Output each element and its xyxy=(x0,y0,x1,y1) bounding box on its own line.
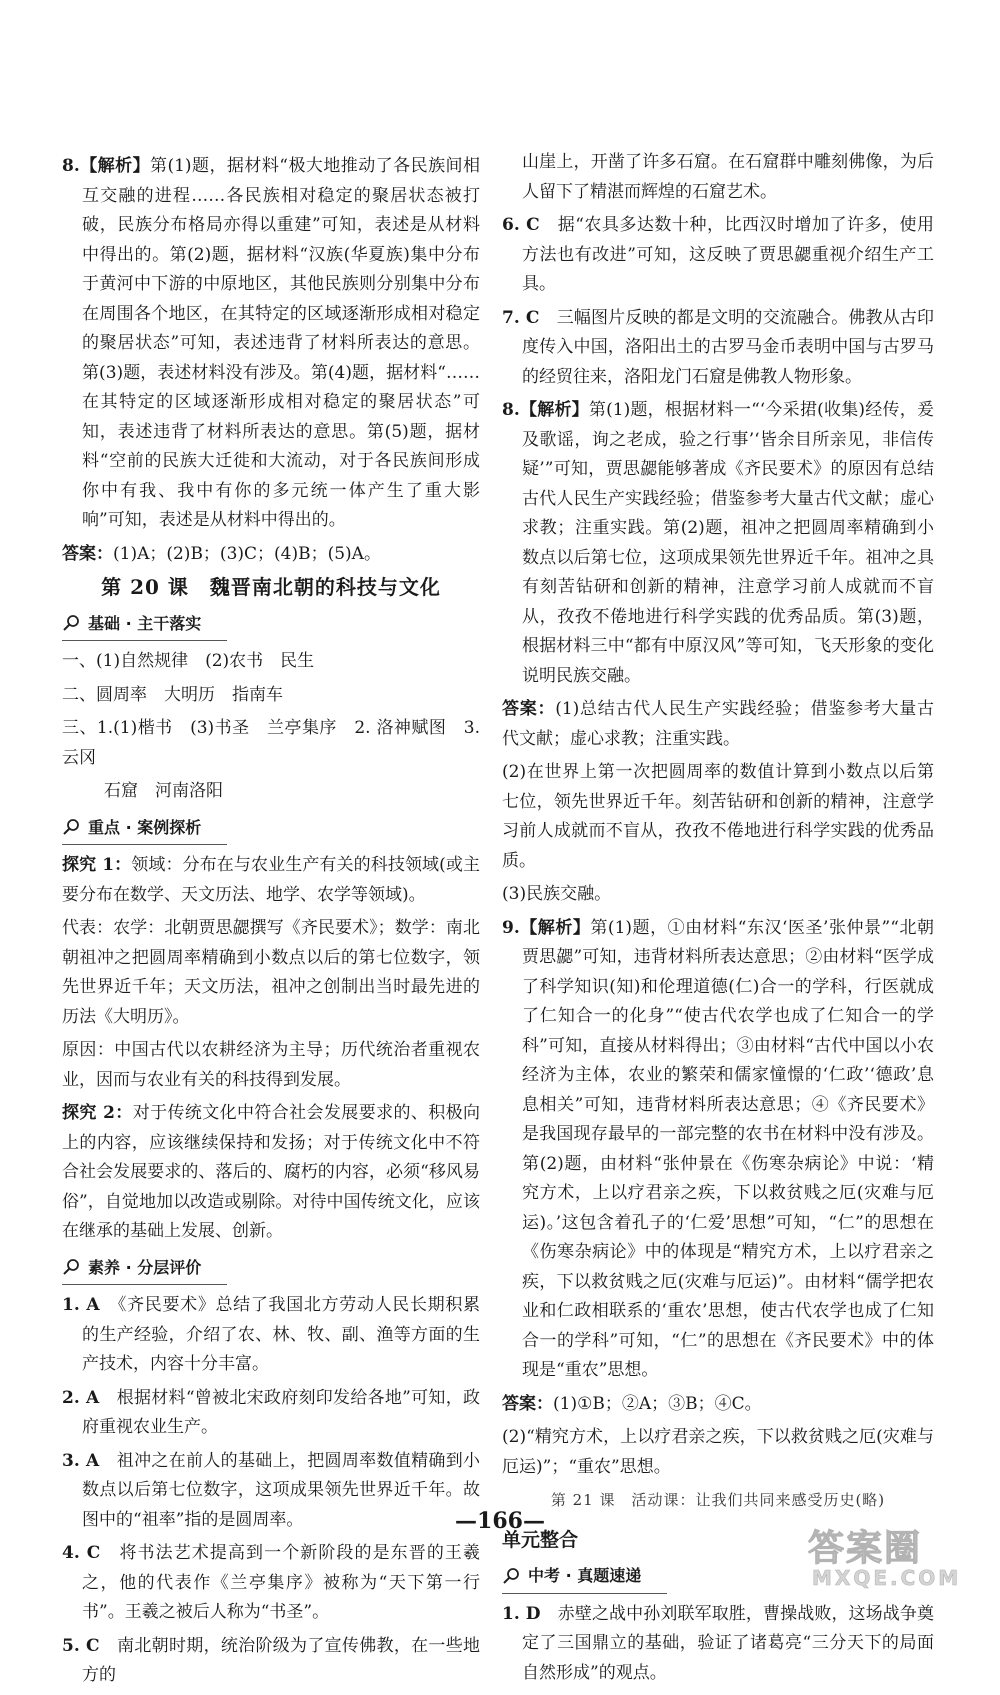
q8-body: 第(1)题，据材料“极大地推动了各民族间相互交融的进程……各民族相对稳定的聚居状态被打破，民族分布格局亦得以重建”可知，表述是从材料中得出的。第(2)题，据材料“汉族(华夏族)集中分布于黄河中下游的中原地区，其他民族则分别集中分布在周围各个地区，在其特定的区域逐渐形成相对稳定的聚居状态”可知，表述违背了材料所表达的意思。第(3)题，表述材料没有涉及。第(4)题，据材料“……在其特定的区域逐渐形成相对稳定的聚居状态”可知，表述违背了材料所表达的意思。第(5)题，据材料“空前的民族大迁徙和大流动，对于各民族间形成你中有我、我中有你的多元统一体产生了重大影响”可知，表述是从材料中得出的。 xyxy=(82,156,480,530)
item-head: 1. A xyxy=(62,1295,100,1315)
item-head: 7. C xyxy=(502,307,540,328)
watermark-main: 答案圈 xyxy=(808,1528,923,1569)
item-head: 9.【解析】 xyxy=(502,917,591,938)
item-head: 8.【解析】 xyxy=(502,400,589,420)
item-text: 第(1)题，根据材料一“‘今采捃(收集)经传，爰及歌谣，询之老成，验之行事’‘皆余目所亲见，非信传疑’”可知，贾思勰能够著成《齐民要术》的原因有总结古代人民生产实践经验；借鉴参考大量古代文献；虚心求教；注重实践。第(2)题，祖冲之把圆周率精确到小数点以后第七位，这项成果领先世界近千年。祖冲之具有刻苦钻研和创新的精神，注意学习前人成就而不盲从，孜孜不倦地进行科学实践的优秀品质。第(3)题，根据材料三中“都有中原汉风”等可知，飞天形象的变化说明民族交融。 xyxy=(522,400,934,686)
answer-item-2 xyxy=(62,1384,480,1443)
item-head: 6. C xyxy=(502,215,540,235)
item-text: 《齐民要术》总结了我国北方劳动人民长期积累的生产经验，介绍了农、林、牧、副、渔等方面的生产技术，内容十分丰富。 xyxy=(82,1295,481,1374)
answer-label: 答案： xyxy=(502,699,556,719)
item-head: 1. D xyxy=(502,1603,541,1624)
section-header-basic xyxy=(62,609,227,642)
item-head: 2. A xyxy=(62,1387,100,1408)
explore-2 xyxy=(62,1099,480,1247)
answer-item-9 xyxy=(502,914,934,1386)
lesson-title: 第 20 课 魏晋南北朝的科技与文化 xyxy=(101,575,441,599)
watermark-logo xyxy=(808,1520,988,1592)
item-text: 第(1)题，①由材料“东汉‘医圣’张仲景”“北朝贾思勰”可知，违背材料所表达意思；②由材料“医学成了科学知识(知)和伦理道德(仁)合一的学科，行医就成了仁知合一的化身”“使古代农学也成了仁知合一的学科”可知，直接从材料得出；③由材料“古代中国以小农经济为主体，农业的繁荣和儒家憧憬的‘仁政’‘德政’息息相关”可知，违背材料所表达意思；④《齐民要术》是我国现存最早的一部完整的农书在材料中没有涉及。第(2)题，由材料“张仲景在《伤寒杂病论》中说：‘精究方术，上以疗君亲之疾，下以救贫贱之厄(灾难与厄运)。’这包含着孔子的‘仁爱’思想”可知，“仁”的思想在《伤寒杂病论》中的体现是“精究方术，上以疗君亲之疾，下以救贫贱之厄(灾难与厄运)”。由材料“儒学把农业和仁政相联系的‘重农’思想，使古代农学也成了仁知合一的学科”可知，“仁”的思想在《齐民要术》中的体现是“重农”思想。 xyxy=(522,917,934,1380)
answer-item-8 xyxy=(502,396,934,691)
exam-item-1 xyxy=(502,1600,934,1689)
item-text: 据“农具多达数十种，比西汉时增加了许多，使用方法也有改进”可知，这反映了贾思勰重视介绍生产工具。 xyxy=(522,215,934,294)
watermark-sub: MXQE.COM xyxy=(812,1566,962,1590)
answer-item-1 xyxy=(62,1291,480,1380)
q8-answer xyxy=(62,540,480,570)
explore-1-representative: 代表：农学：北朝贾思勰撰写《齐民要术》；数学：南北朝祖冲之把圆周率精确到小数点以后的第七位数字，领先世界近千年；天文历法，祖冲之创制出当时最先进的历法《大明历》。 xyxy=(62,918,480,1027)
answer-item-5 xyxy=(62,1632,480,1691)
section-title: 基础 · 主干落实 xyxy=(88,613,202,633)
answer-item-8-answer-2: (2)在世界上第一次把圆周率的数值计算到小数点以后第七位，领先世界近千年。刻苦钻研和创新的精神，注意学习前人成就而不盲从，孜孜不倦地进行科学实践的优秀品质。 xyxy=(502,762,934,871)
answer-item-7 xyxy=(502,304,934,393)
item-head: 3. A xyxy=(62,1450,100,1471)
answer-item-8-answer xyxy=(502,695,934,754)
section-title: 重点 · 案例探析 xyxy=(88,817,202,837)
answer-item-9-answer-2: (2)“精究方术，上以疗君亲之疾，下以救贫贱之厄(灾难与厄运)”；“重农”思想。 xyxy=(502,1427,934,1477)
item-text: 三幅图片反映的都是文明的交流融合。佛教从古印度传入中国，洛阳出土的古罗马金币表明中国与古罗马的经贸往来，洛阳龙门石窟是佛教人物形象。 xyxy=(522,307,935,387)
right-column xyxy=(502,148,934,1692)
item-head: 4. C xyxy=(62,1543,101,1563)
q8-analysis xyxy=(62,152,480,536)
magnifier-icon xyxy=(62,614,82,632)
explore-text: 对于传统文化中符合社会发展要求的、积极向上的内容，应该继续保持和发扬；对于传统文化中不符合社会发展要求的、落后的、腐朽的内容，必须“移风易俗”，自觉地加以改造或剔除。对待中国传统文化，应该在继承的基础上发展、创新。 xyxy=(62,1103,481,1241)
left-column xyxy=(62,152,480,1695)
section-header-key xyxy=(62,813,227,846)
answer-label: 答案： xyxy=(502,1393,553,1414)
basic-line-3a: 三、1.(1)楷书 (3)书圣 兰亭集序 2. 洛神赋图 3. 云冈 xyxy=(62,718,480,768)
explore-text: 领域：分布在与农业生产有关的科技领域(或主要分布在数学、天文历法、地学、农学等领域)。 xyxy=(62,855,481,905)
answer-text: (1)A；(2)B；(3)C；(4)B；(5)A。 xyxy=(113,543,381,564)
answer-item-6 xyxy=(502,211,934,300)
item-text: 将书法艺术提高到一个新阶段的是东晋的王羲之，他的代表作《兰亭集序》被称为“天下第一行书”。王羲之被后人称为“书圣”。 xyxy=(82,1543,481,1622)
section-header-exam xyxy=(502,1561,667,1594)
basic-line-1: 一、(1)自然规律 (2)农书 民生 xyxy=(62,651,315,671)
item-text: 南北朝时期，统治阶级为了宣传佛教，在一些地方的 xyxy=(82,1635,481,1685)
answer-text: (1)总结古代人民生产实践经验；借鉴参考大量古代文献；虚心求教；注重实践。 xyxy=(502,699,934,749)
item-text: 祖冲之在前人的基础上，把圆周率数值精确到小数点以后第七位数字，这项成果领先世界近千年。故图中的“祖率”指的是圆周率。 xyxy=(82,1450,481,1530)
page-number: —166— xyxy=(455,1508,545,1534)
item-text: 根据材料“曾被北宋政府刻印发给各地”可知，政府重视农业生产。 xyxy=(82,1387,480,1437)
magnifier-icon xyxy=(62,1258,82,1276)
answer-item-8-answer-3: (3)民族交融。 xyxy=(502,884,612,904)
item-head: 5. C xyxy=(62,1635,100,1656)
magnifier-icon xyxy=(502,1567,522,1585)
basic-line-2: 二、圆周率 大明历 指南车 xyxy=(62,684,283,705)
answer-item-5-cont: 山崖上，开凿了许多石窟。在石窟群中雕刻佛像，为后人留下了精湛而辉煌的石窟艺术。 xyxy=(522,152,934,202)
answer-item-9-answer xyxy=(502,1390,934,1420)
answer-item-4 xyxy=(62,1539,480,1628)
q8-head: 8.【解析】 xyxy=(62,156,151,176)
explore-1 xyxy=(62,851,480,910)
explore-label: 探究 1： xyxy=(62,855,132,875)
basic-line-3b: 石窟 河南洛阳 xyxy=(104,781,223,801)
answer-label: 答案： xyxy=(62,543,113,564)
explore-label: 探究 2： xyxy=(62,1103,133,1123)
section-title: 素养 · 分层评价 xyxy=(88,1257,202,1277)
explore-1-reason: 原因：中国古代以农耕经济为主导；历代统治者重视农业，因而与农业有关的科技得到发展。 xyxy=(62,1040,480,1090)
unit-title: 单元整合 xyxy=(502,1528,579,1551)
item-text: 赤壁之战中孙刘联军取胜，曹操战败，这场战争奠定了三国鼎立的基础，验证了诸葛亮“三分天下的局面自然形成”的观点。 xyxy=(522,1603,934,1683)
answer-text: (1)①B；②A；③B；④C。 xyxy=(553,1393,762,1414)
section-header-literacy xyxy=(62,1253,227,1286)
magnifier-icon xyxy=(62,818,82,836)
section-title: 中考 · 真题速递 xyxy=(528,1566,642,1585)
activity-lesson-title: 第 21 课 活动课：让我们共同来感受历史(略) xyxy=(550,1491,886,1509)
